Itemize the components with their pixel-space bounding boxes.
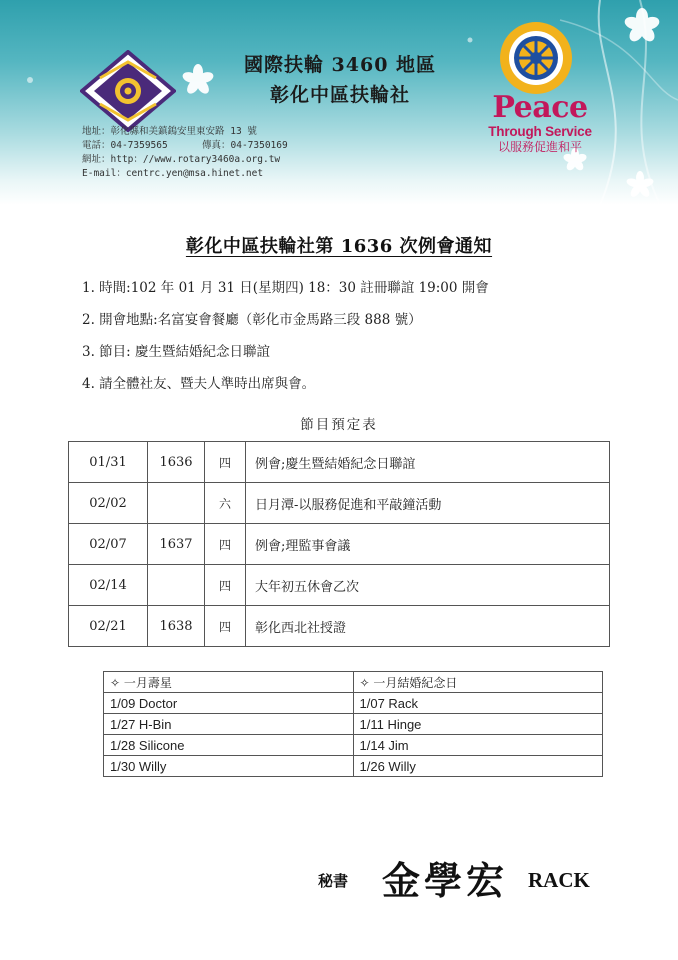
meeting-number — [148, 483, 205, 524]
program-table — [68, 441, 610, 647]
anniversary-entry: 1/11 Hinge — [353, 714, 603, 735]
program-event: 日月潭-以服務促進和平敲鐘活動 — [246, 483, 610, 524]
club-logo-icon — [80, 50, 176, 132]
birthday-entry: 1/27 H-Bin — [104, 714, 354, 735]
table-row — [104, 735, 603, 756]
secretary-english-name: RACK — [528, 868, 590, 892]
anniversary-entry: 1/14 Jim — [353, 735, 603, 756]
program-date: 01/31 — [69, 442, 148, 483]
phone-fax-line: 電話：04-7359565 傳真：04-7350169 — [82, 140, 288, 151]
club-title — [220, 50, 460, 110]
anniversary-entry: 1/26 Willy — [353, 756, 603, 777]
weekday: 四 — [205, 565, 246, 606]
secretary-title: 秘書 — [318, 872, 349, 890]
table-row — [104, 714, 603, 735]
rotary-wheel-icon — [498, 20, 574, 96]
program-date: 02/07 — [69, 524, 148, 565]
table-row — [69, 524, 610, 565]
birthday-header: ✧ 一月壽星 — [104, 672, 354, 693]
notice-item-venue: 2. 開會地點:名富宴會餐廳（彰化市金馬路三段 888 號） — [82, 312, 422, 328]
weekday: 四 — [205, 606, 246, 647]
header-banner — [0, 0, 678, 205]
notice-item-attendance: 4. 請全體社友、暨夫人準時出席與會。 — [82, 376, 316, 392]
meeting-number: 1636 — [148, 442, 205, 483]
weekday: 六 — [205, 483, 246, 524]
district-title: 國際扶輪 3460 地區 — [243, 54, 437, 76]
program-event: 例會;慶生暨結婚紀念日聯誼 — [246, 442, 610, 483]
weekday: 四 — [205, 442, 246, 483]
theme-subtitle: Through Service — [488, 124, 592, 139]
table-row — [104, 693, 603, 714]
program-date: 02/02 — [69, 483, 148, 524]
program-date: 02/21 — [69, 606, 148, 647]
table-row — [69, 606, 610, 647]
birthday-entry: 1/30 Willy — [104, 756, 354, 777]
notice-items — [82, 278, 489, 406]
table-row — [69, 442, 610, 483]
table-row — [104, 756, 603, 777]
notice-title — [0, 232, 678, 258]
celebrations-table — [103, 671, 603, 777]
meeting-number — [148, 565, 205, 606]
table-row — [69, 565, 610, 606]
program-date: 02/14 — [69, 565, 148, 606]
weekday: 四 — [205, 524, 246, 565]
theme-logo — [480, 92, 600, 156]
address-line: 地址：彰化縣和美鎮鎢安里東安路 13 號 — [82, 126, 257, 137]
notice-item-program: 3. 節目: 慶生暨結婚紀念日聯誼 — [82, 344, 271, 360]
table-header-row — [104, 672, 603, 693]
birthday-entry: 1/28 Silicone — [104, 735, 354, 756]
website-line: 網址：http：//www.rotary3460a.org.tw — [82, 154, 281, 165]
email-line: E-mail：centrc.yen@msa.hinet.net — [82, 168, 264, 179]
secretary-name: 金學宏 — [382, 858, 509, 903]
club-name: 彰化中區扶輪社 — [269, 84, 410, 106]
notice-title-text: 彰化中區扶輪社第 1636 次例會通知 — [185, 236, 493, 257]
birthday-entry: 1/09 Doctor — [104, 693, 354, 714]
theme-word: Peace — [492, 90, 588, 125]
notice-item-time: 1. 時間:102 年 01 月 31 日(星期四) 18：30 註冊聯誼 19:00 開會 — [82, 280, 489, 296]
meeting-number: 1637 — [148, 524, 205, 565]
anniversary-entry: 1/07 Rack — [353, 693, 603, 714]
anniversary-header: ✧ 一月結婚紀念日 — [353, 672, 603, 693]
meeting-number: 1638 — [148, 606, 205, 647]
program-event: 例會;理監事會議 — [246, 524, 610, 565]
program-caption: 節目預定表 — [300, 417, 378, 433]
program-event: 大年初五休會乙次 — [246, 565, 610, 606]
table-row — [69, 483, 610, 524]
theme-chinese: 以服務促進和平 — [497, 140, 582, 154]
program-event: 彰化西北社授證 — [246, 606, 610, 647]
contact-info — [82, 125, 288, 181]
